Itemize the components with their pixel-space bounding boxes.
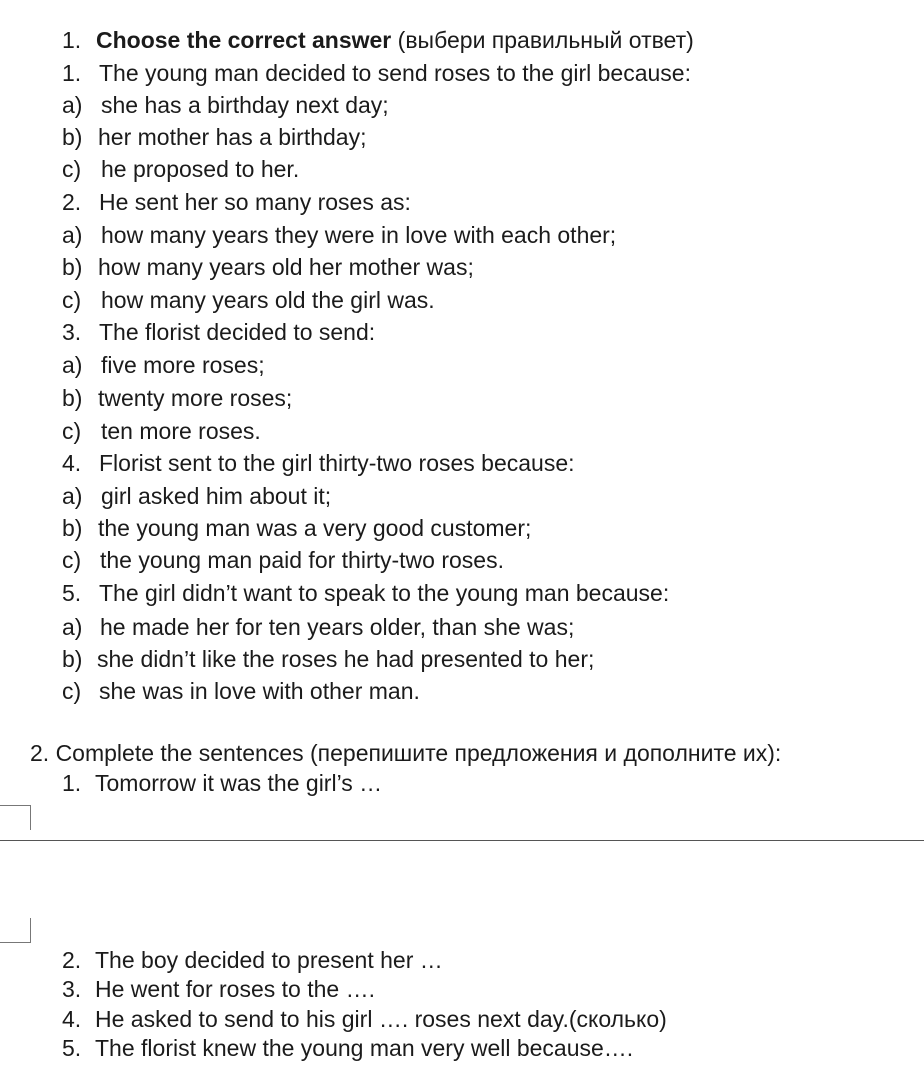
sentence-5	[62, 1033, 633, 1063]
option-4c	[62, 545, 504, 575]
option-text: she didn’t like the roses he had presented to her;	[97, 646, 595, 672]
question-text: The florist decided to send:	[99, 319, 376, 345]
question-4	[62, 448, 575, 478]
page-corner-mark	[0, 918, 31, 943]
option-1a	[62, 90, 389, 120]
sentence-text: He went for roses to the ….	[95, 976, 375, 1002]
section-1-number: 1.	[62, 27, 82, 53]
sentence-text: Tomorrow it was the girl’s …	[95, 770, 383, 796]
question-text: The young man decided to send roses to the girl because:	[99, 60, 691, 86]
option-text: twenty more roses;	[98, 385, 293, 411]
option-label: c)	[62, 287, 82, 313]
option-3b	[62, 383, 292, 413]
option-label: a)	[62, 483, 83, 509]
sentence-text: He asked to send to his girl …. roses next day.(сколько)	[95, 1006, 667, 1032]
option-text: ten more roses.	[101, 418, 261, 444]
option-label: c)	[62, 418, 82, 444]
option-label: c)	[62, 678, 82, 704]
option-text: her mother has a birthday;	[98, 124, 367, 150]
option-1c	[62, 154, 299, 184]
option-4a	[62, 481, 331, 511]
sentence-number: 3.	[62, 976, 82, 1002]
question-number: 5.	[62, 580, 82, 606]
section-2-heading: 2. Complete the sentences (перепишите предложения и дополните их):	[30, 740, 782, 766]
sentence-text: The boy decided to present her …	[95, 947, 443, 973]
option-label: a)	[62, 352, 83, 378]
option-text: how many years they were in love with each other;	[101, 222, 617, 248]
sentence-number: 5.	[62, 1035, 82, 1061]
option-label: b)	[62, 254, 83, 280]
option-3a	[62, 350, 265, 380]
sentence-number: 4.	[62, 1006, 82, 1032]
option-label: a)	[62, 614, 83, 640]
option-label: c)	[62, 156, 82, 182]
page-break-divider	[0, 840, 924, 841]
question-3	[62, 317, 375, 347]
option-2c	[62, 285, 435, 315]
sentence-number: 1.	[62, 770, 82, 796]
option-label: a)	[62, 92, 83, 118]
option-2a	[62, 220, 616, 250]
option-text: he made her for ten years older, than she was;	[100, 614, 575, 640]
option-label: b)	[62, 124, 83, 150]
question-text: Florist sent to the girl thirty-two roses because:	[99, 450, 575, 476]
option-1b	[62, 122, 366, 152]
sentence-4	[62, 1004, 667, 1034]
sentence-3	[62, 974, 375, 1004]
section-1-heading	[62, 25, 694, 55]
option-label: b)	[62, 646, 83, 672]
option-label: c)	[62, 547, 82, 573]
option-text: she was in love with other man.	[99, 678, 420, 704]
question-text: He sent her so many roses as:	[99, 189, 411, 215]
option-text: he proposed to her.	[101, 156, 300, 182]
option-3c	[62, 416, 261, 446]
question-number: 2.	[62, 189, 82, 215]
sentence-1	[62, 768, 382, 798]
option-text: the young man was a very good customer;	[98, 515, 532, 541]
option-text: how many years old her mother was;	[98, 254, 474, 280]
question-5	[62, 578, 669, 608]
question-1	[62, 58, 691, 88]
option-label: b)	[62, 385, 83, 411]
option-2b	[62, 252, 474, 282]
question-number: 1.	[62, 60, 82, 86]
option-label: b)	[62, 515, 83, 541]
sentence-2	[62, 945, 443, 975]
sentence-number: 2.	[62, 947, 82, 973]
option-5a	[62, 612, 574, 642]
section-1-title-ru: (выбери правильный ответ)	[397, 27, 694, 53]
option-5b	[62, 644, 594, 674]
question-text: The girl didn’t want to speak to the young man because:	[99, 580, 670, 606]
section-1-title-en: Choose the correct answer	[96, 27, 392, 53]
option-label: a)	[62, 222, 83, 248]
question-number: 3.	[62, 319, 82, 345]
option-text: the young man paid for thirty-two roses.	[100, 547, 504, 573]
option-4b	[62, 513, 531, 543]
option-5c	[62, 676, 420, 706]
option-text: girl asked him about it;	[101, 483, 332, 509]
option-text: how many years old the girl was.	[101, 287, 435, 313]
question-2	[62, 187, 411, 217]
sentence-text: The florist knew the young man very well because….	[95, 1035, 634, 1061]
question-number: 4.	[62, 450, 82, 476]
option-text: five more roses;	[101, 352, 265, 378]
option-text: she has a birthday next day;	[101, 92, 389, 118]
page-corner-mark	[0, 805, 31, 830]
